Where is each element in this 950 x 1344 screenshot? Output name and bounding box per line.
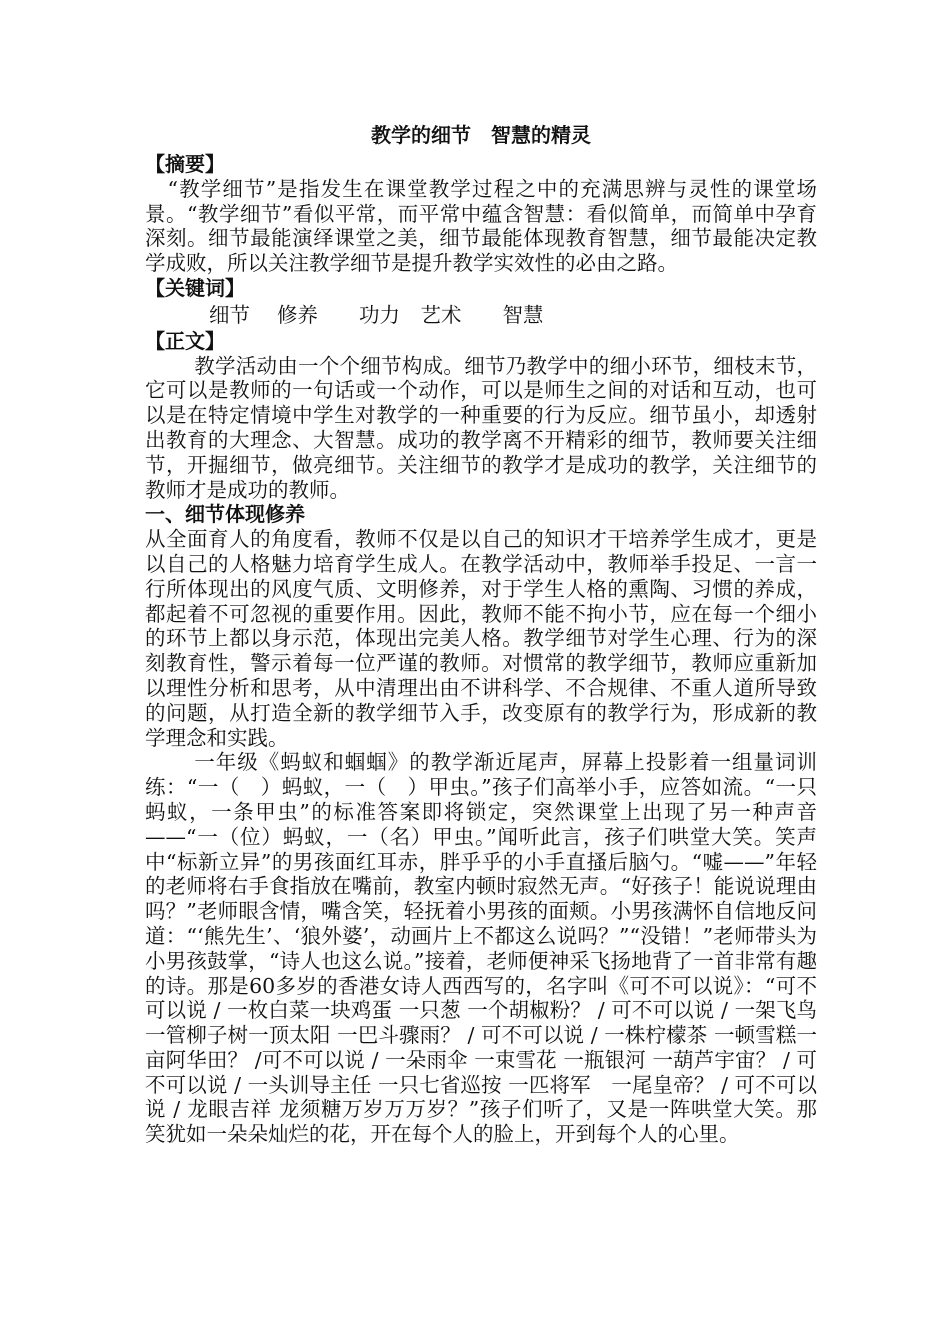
section-paragraph: 从全面育人的角度看，教师不仅是以自己的知识才干培养学生成才，更是以自己的人格魅力培育学生成人。在教学活动中，教师举手投足、一言一行所体现出的风度气质、文明修养，对于学生人格的熏陶、习惯的养成，都起着不可忽视的重要作用。因此，教师不能不拘小节，应在每一个细小的环节上都以身示范，体现出完美人格。教学细节对学生心理、行为的深刻教育性，警示着每一位严谨的教师。对惯常的教学细节，教师应重新加以理性分析和思考，从中清理出由不讲科学、不合规律、不重人道所导致的问题，从打造全新的教学细节入手，改变原有的教学行为，形成新的教学理念和实践。 <box>145 527 817 750</box>
section-heading: 一、细节体现修养 <box>145 502 305 527</box>
keywords-heading: 【关键词】 <box>145 275 245 300</box>
keywords-text: 细节 修养 功力 艺术 智慧 <box>209 302 544 327</box>
body-heading: 【正文】 <box>145 328 225 353</box>
section-paragraph: 一年级《蚂蚁和蝈蝈》的教学渐近尾声，屏幕上投影着一组量词训练：“一（ ）蚂蚁，一（ ）甲虫。”孩子们高举小手，应答如流。“一只蚂蚁，一条甲虫”的标准答案即将锁定，突然课堂上出现了另一种声音——“一（位）蚂蚁，一（名）甲虫。”闻听此言，孩子们哄堂大笑。笑声中“标新立异”的男孩面红耳赤，胖乎乎的小手直搔后脑勺。“嘘——”年轻的老师将右手食指放在嘴前，教室内顿时寂然无声。“好孩子！能说说理由吗？”老师眼含情，嘴含笑，轻抚着小男孩的面颊。小男孩满怀自信地反问道：“‘熊先生’、‘狼外婆’，动画片上不都这么说吗？”“没错！”老师带头为小男孩鼓掌，“诗人也这么说。”接着，老师便神采飞扬地背了一首非常有趣的诗。那是60多岁的香港女诗人西西写的，名字叫《可不可以说》：“可不可以说 / 一枚白菜一块鸡蛋 一只葱 一个胡椒粉？ / 可不可以说 / 一架飞鸟 一管柳子树一顶太阳 一巴斗骤雨？ / 可不可以说 / 一株柠檬茶 一顿雪糕一亩阿华田？ /可不可以说 / 一朵雨伞 一束雪花 一瓶银河 一葫芦宇宙？ / 可不可以说 / 一头训导主任 一只七省巡按 一匹将军 一尾皇帝？ / 可不可以说 / 龙眼吉祥 龙须糖万岁万万岁？”孩子们听了，又是一阵哄堂大笑。那笑犹如一朵朵灿烂的花，开在每个人的脸上，开到每个人的心里。 <box>145 750 817 1147</box>
body-intro-paragraph: 教学活动由一个个细节构成。细节乃教学中的细小环节，细枝末节，它可以是教师的一句话或一个动作，可以是师生之间的对话和互动，也可以是在特定情境中学生对教学的一种重要的行为反应。细节虽小，却透射出教育的大理念、大智慧。成功的教学离不开精彩的细节，教师要关注细节，开掘细节，做亮细节。关注细节的教学才是成功的教学，关注细节的教师才是成功的教师。 <box>145 353 817 502</box>
abstract-heading: 【摘要】 <box>145 152 225 176</box>
abstract-text: “教学细节”是指发生在课堂教学过程之中的充满思辨与灵性的课堂场景。“教学细节”看似平常，而平常中蕴含智慧：看似简单，而简单中孕育深刻。细节最能演绎课堂之美，细节最能体现教育智慧，细节最能决定教学成败，所以关注教学细节是提升教学实效性的必由之路。 <box>145 176 817 276</box>
document-title: 教学的细节 智慧的精灵 <box>371 123 591 147</box>
document-content <box>145 118 817 1147</box>
